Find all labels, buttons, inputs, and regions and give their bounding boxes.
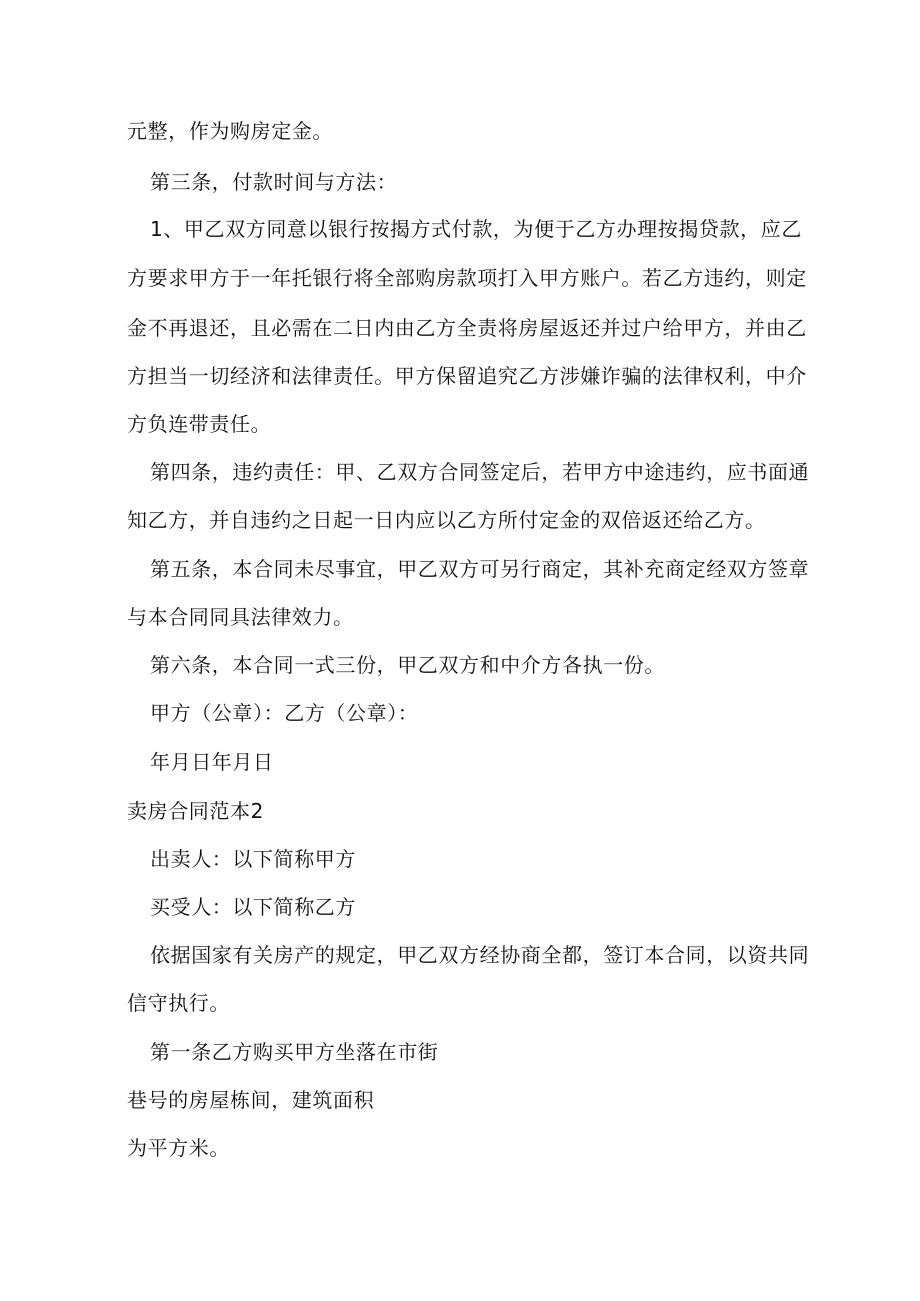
section-heading: 第三条，付款时间与方法： — [150, 170, 398, 194]
text-line: 方要求甲方于一年托银行将全部购房款项打入甲方账户。若乙方违约，则定 — [127, 266, 807, 290]
buyer-line: 买受人：以下简称乙方 — [150, 895, 356, 919]
seller-line: 出卖人：以下简称甲方 — [150, 847, 356, 871]
text-line: 第六条，本合同一式三份，甲乙双方和中介方各执一份。 — [150, 653, 665, 677]
text-line: 第四条，违约责任：甲、乙双方合同签定后，若甲方中途违约，应书面通 — [150, 460, 810, 484]
text-line: 为平方米。 — [127, 1136, 230, 1160]
text-line: 元整，作为购房定金。 — [127, 119, 333, 143]
text-line: 依据国家有关房产的规定，甲乙双方经协商全都，签订本合同，以资共同 — [150, 943, 810, 967]
text-line: 1、甲乙双方同意以银行按揭方式付款，为便于乙方办理按揭贷款，应乙 — [150, 217, 802, 241]
text-line: 方担当一切经济和法律责任。甲方保留追究乙方涉嫌诈骗的法律权利，中介 — [127, 364, 807, 388]
text-line: 知乙方，并自违约之日起一日内应以乙方所付定金的双倍返还给乙方。 — [127, 508, 766, 532]
text-line: 巷号的房屋栋间，建筑面积 — [127, 1088, 375, 1112]
text-line: 信守执行。 — [127, 991, 230, 1015]
text-line: 与本合同同具法律效力。 — [127, 605, 354, 629]
date-line: 年月日年月日 — [150, 750, 274, 774]
text-line: 第一条乙方购买甲方坐落在市街 — [150, 1040, 439, 1064]
text-line: 方负连带责任。 — [127, 412, 272, 436]
document-title: 卖房合同范本2 — [127, 799, 264, 823]
signature-line: 甲方（公章）：乙方（公章）： — [150, 701, 419, 725]
text-line: 金不再退还，且必需在二日内由乙方全责将房屋返还并过户给甲方，并由乙 — [127, 316, 807, 340]
text-line: 第五条，本合同未尽事宜，甲乙双方可另行商定，其补充商定经双方签章 — [150, 557, 810, 581]
